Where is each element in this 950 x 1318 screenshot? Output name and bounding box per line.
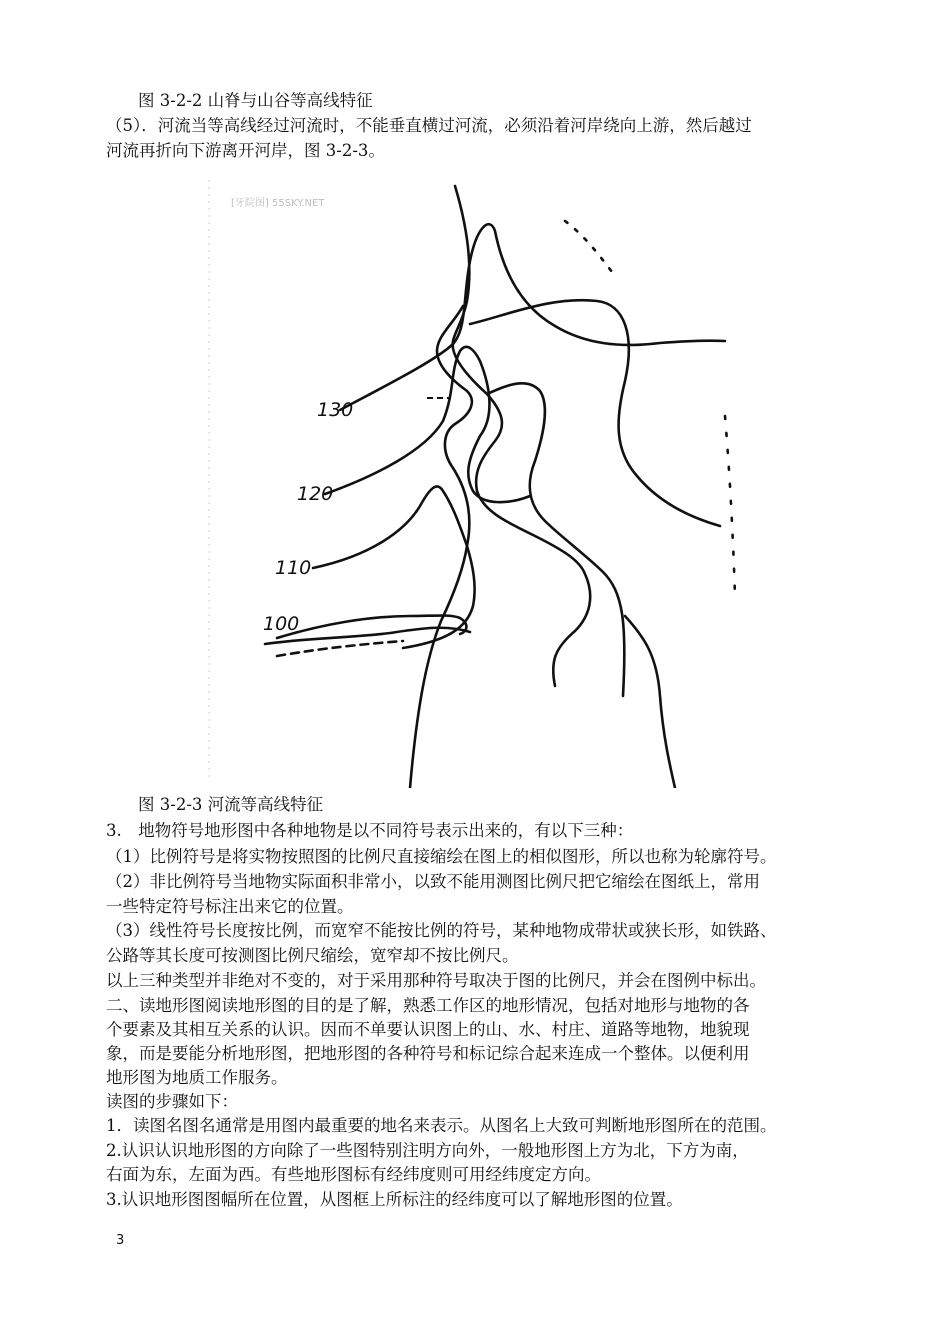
label-130: 130 (317, 399, 354, 421)
paragraph-5-line-1: （5）．河流当等高线经过河流时，不能垂直横过河流，必须沿着河岸绕向上游，然后越过 (106, 116, 752, 135)
contour-long-right (470, 300, 720, 526)
step-1: 1．读图名图名通常是用图内最重要的地名来表示。从图名上大致可判断地形图所在的范围。 (106, 1116, 777, 1135)
section-3-item-2-line-2: 一些特定符号标注出来它的位置。 (106, 897, 354, 916)
step-2-line-1: 2.认识认识地形图的方向除了一些图特别注明方向外，一般地形图上方为北，下方为南， (106, 1141, 749, 1160)
summary-paragraph: 以上三种类型并非绝对不变的，对于采用那种符号取决于图的比例尺，并会在图例中标出。 (106, 971, 766, 990)
contour-line-120 (325, 347, 530, 502)
steps-title: 读图的步骤如下： (106, 1092, 238, 1111)
section-2-line-1: 二、读地形图阅读地形图的目的是了解，熟悉工作区的地形情况，包括对地形与地物的各 (106, 996, 750, 1015)
section-3-item-3-line-2: 公路等其长度可按测图比例尺缩绘，宽窄却不按比例尺。 (106, 946, 519, 965)
section-3-item-1: （1）比例符号是将实物按照图的比例尺直接缩绘在图上的相似图形，所以也称为轮廓符号。 (106, 847, 777, 866)
page-number: 3 (116, 1233, 125, 1248)
section-2-line-4: 地形图为地质工作服务。 (106, 1068, 288, 1087)
label-100: 100 (263, 613, 300, 635)
section-2-line-2: 个要素及其相互关系的认识。因而不单要认识图上的山、水、村庄、道路等地物，地貌现 (106, 1020, 750, 1039)
contour-long-left-2 (410, 306, 472, 788)
contour-line-100-bottom (277, 641, 403, 656)
section-3-item-3-line-1: （3）线性符号长度按比例，而宽窄不能按比例的符号，某种地物成带状或狭长形，如铁路、 (106, 921, 777, 940)
contour-right-lower (625, 616, 675, 788)
figure-caption-3-2-3: 图 3-2-3 河流等高线特征 (138, 795, 324, 814)
river-contour-figure (205, 176, 745, 788)
step-3: 3.认识地形图图幅所在位置，从图框上所标注的经纬度可以了解地形图的位置。 (106, 1190, 683, 1209)
step-2-line-2: 右面为东，左面为西。有些地形图标有经纬度则可用经纬度定方向。 (106, 1165, 601, 1184)
contour-river-bend (487, 383, 624, 696)
contour-long-left (453, 186, 591, 686)
contour-dashed-far-right (725, 416, 735, 596)
watermark: [牙院图] 55SKY.NET (231, 198, 325, 209)
label-110: 110 (275, 557, 312, 579)
section-2-line-3: 象，而是要能分析地形图，把地形图的各种符号和标记综合起来连成一个整体。以便利用 (106, 1044, 750, 1063)
contour-line-130 (340, 224, 725, 410)
label-120: 120 (297, 483, 334, 505)
contour-dashed-right (565, 221, 615, 276)
section-3-title: 3. 地物符号地形图中各种地物是以不同符号表示出来的，有以下三种： (106, 821, 634, 840)
paragraph-5-line-2: 河流再折向下游离开河岸，图 3-2-3。 (106, 141, 385, 160)
section-3-item-2-line-1: （2）非比例符号当地物实际面积非常小，以致不能用测图比例尺把它缩绘在图纸上，常用 (106, 872, 760, 891)
figure-caption-3-2-2: 图 3-2-2 山脊与山谷等高线特征 (138, 91, 373, 110)
